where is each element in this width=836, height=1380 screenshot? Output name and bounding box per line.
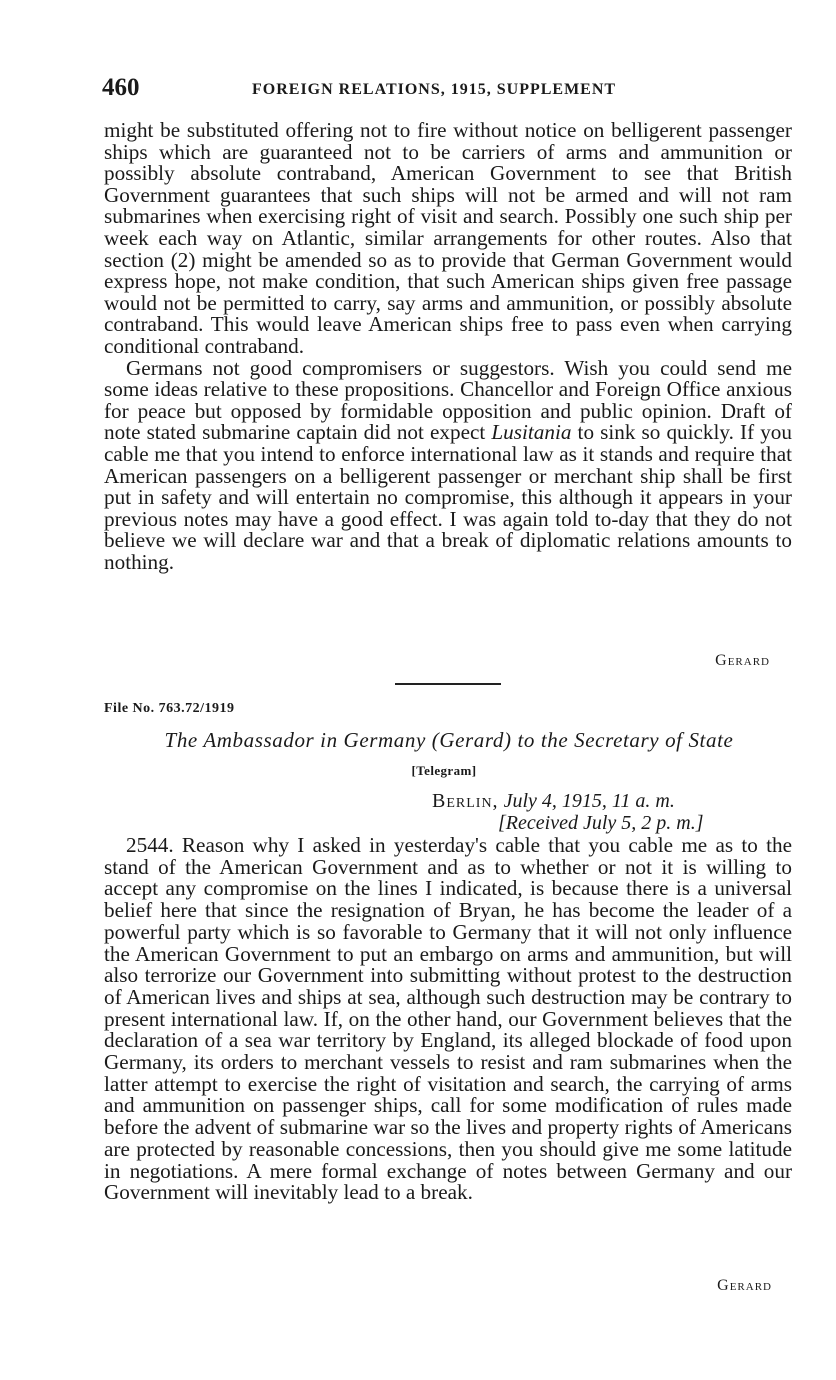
document-heading: The Ambassador in Germany (Gerard) to the Secretary of State [164,728,734,752]
dateline [432,790,675,813]
paragraph: might be substituted offering not to fire without notice on belligerent passenger ships which are guaranteed not to be carriers of arms and ammunition or possibly absolute contraband, American Government to see that British Government guarantees that such ships will not be armed and will not ram submarines when exercising right of visit and search. Possibly one such ship per week each way on Atlantic, similar arrangements for other routes. Also that section (2) might be amended so as to provide that German Government would express hope, not make condition, that such American ships given free passage would not be permitted to carry, say arms and ammunition, or possibly absolute contraband. This would leave American ships free to pass even when carrying conditional contraband. [104,118,792,358]
paragraph: 2544. Reason why I asked in yesterday's cable that you cable me as to the stand of the American Government and as to whether or not it is willing to accept any compromise on the lines I indicated, is because there is a universal belief here that since the resignation of Bryan, he has become the leader of a powerful party which is so favorable to Germany that it will not only influence the American Government to put an embargo on arms and ammunition, but will also terrorize our Government into submitting without protest to the destruction of American lives and ships at sea, although such destruction may be contrary to present international law. If, on the other hand, our Government believes that the declaration of a sea war territory by England, its alleged blockade of food upon Germany, its orders to merchant vessels to resist and ram submarines when the latter attempt to exercise the right of visitation and search, the carrying of arms and ammunition on passenger ships, call for some modification of rules made before the advent of submarine war so the lives and property rights of Americans are protected by reasonable concessions, then you should give me some latitude in negotiations. A mere formal exchange of notes between Germany and our Government will inevitably lead to a break. [104,833,792,1205]
signature: Gerard [717,1277,772,1294]
paragraph [104,355,792,574]
signature: Gerard [715,652,770,669]
dateline-place: Berlin, [432,790,499,812]
dateline-date: July 4, 1915, 11 a. m. [503,790,675,812]
file-number: File No. 763.72/1919 [104,701,235,716]
page-number: 460 [102,74,140,101]
document-type-label: [Telegram] [411,763,477,778]
ship-name: Lusitania [491,420,572,445]
running-title: FOREIGN RELATIONS, 1915, SUPPLEMENT [252,81,617,98]
page-header [102,74,792,108]
second-document-body [104,835,792,1204]
first-document-body [104,120,792,573]
text-run: to sink so quickly. If you cable me that you intend to enforce international law as it stands and require that American passengers on a belligerent passenger or merchant ship shall be first put in safety and will entertain no compromise, this although it appears in your previous notes may have a good effect. I was again told to-day that they do not believe we will declare war and that a break of diplomatic relations amounts to nothing. [104,420,792,574]
section-divider [395,683,501,685]
received-date: [Received July 5, 2 p. m.] [498,812,704,834]
text-run: Germans not good compromisers or suggestors. Wish you could send me some ideas relative to these propositions. Chancellor and Foreign Office anxious for peace but opposed by formidable opposition and public opinion. Draft of note stated submarine captain did not expect [104,355,792,445]
